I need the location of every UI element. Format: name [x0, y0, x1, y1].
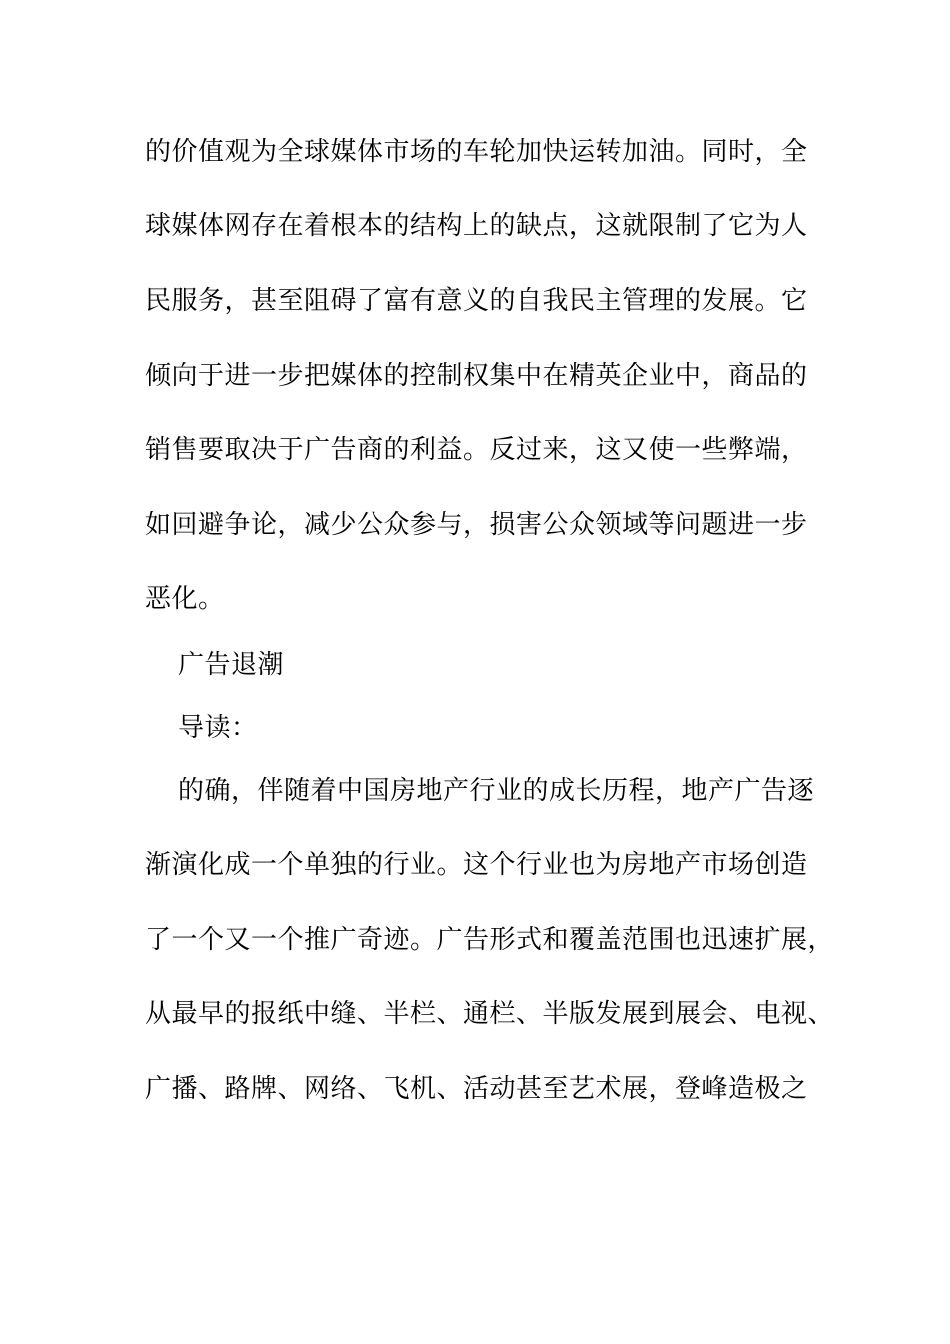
paragraph-1-line-3: 民服务，甚至阻碍了富有意义的自我民主管理的发展。它: [145, 286, 808, 316]
paragraph-1-line-2: 球媒体网存在着根本的结构上的缺点，这就限制了它为人: [145, 211, 808, 241]
paragraph-1-line-1: 的价值观为全球媒体市场的车轮加快运转加油。同时，全: [145, 137, 808, 167]
paragraph-2-line-5: 广播、路牌、网络、飞机、活动甚至艺术展，登峰造极之: [145, 1074, 808, 1104]
paragraph-2-line-1: 的确，伴随着中国房地产行业的成长历程，地产广告逐: [178, 776, 815, 806]
paragraph-1-line-7: 恶化。: [145, 584, 225, 614]
section-heading: 广告退潮: [178, 650, 285, 680]
paragraph-2-line-4: 从最早的报纸中缝、半栏、通栏、半版发展到展会、电视、: [145, 999, 835, 1029]
paragraph-1-line-5: 销售要取决于广告商的利益。反过来，这又使一些弊端，: [145, 435, 808, 465]
paragraph-2-line-3: 了一个又一个推广奇迹。广告形式和覆盖范围也迅速扩展，: [145, 925, 835, 955]
intro-label: 导读：: [178, 713, 258, 743]
paragraph-1-line-4: 倾向于进一步把媒体的控制权集中在精英企业中，商品的: [145, 361, 808, 391]
paragraph-2-line-2: 渐演化成一个单独的行业。这个行业也为房地产市场创造: [145, 850, 808, 880]
paragraph-1-line-6: 如回避争论，减少公众参与，损害公众领域等问题进一步: [145, 510, 808, 540]
